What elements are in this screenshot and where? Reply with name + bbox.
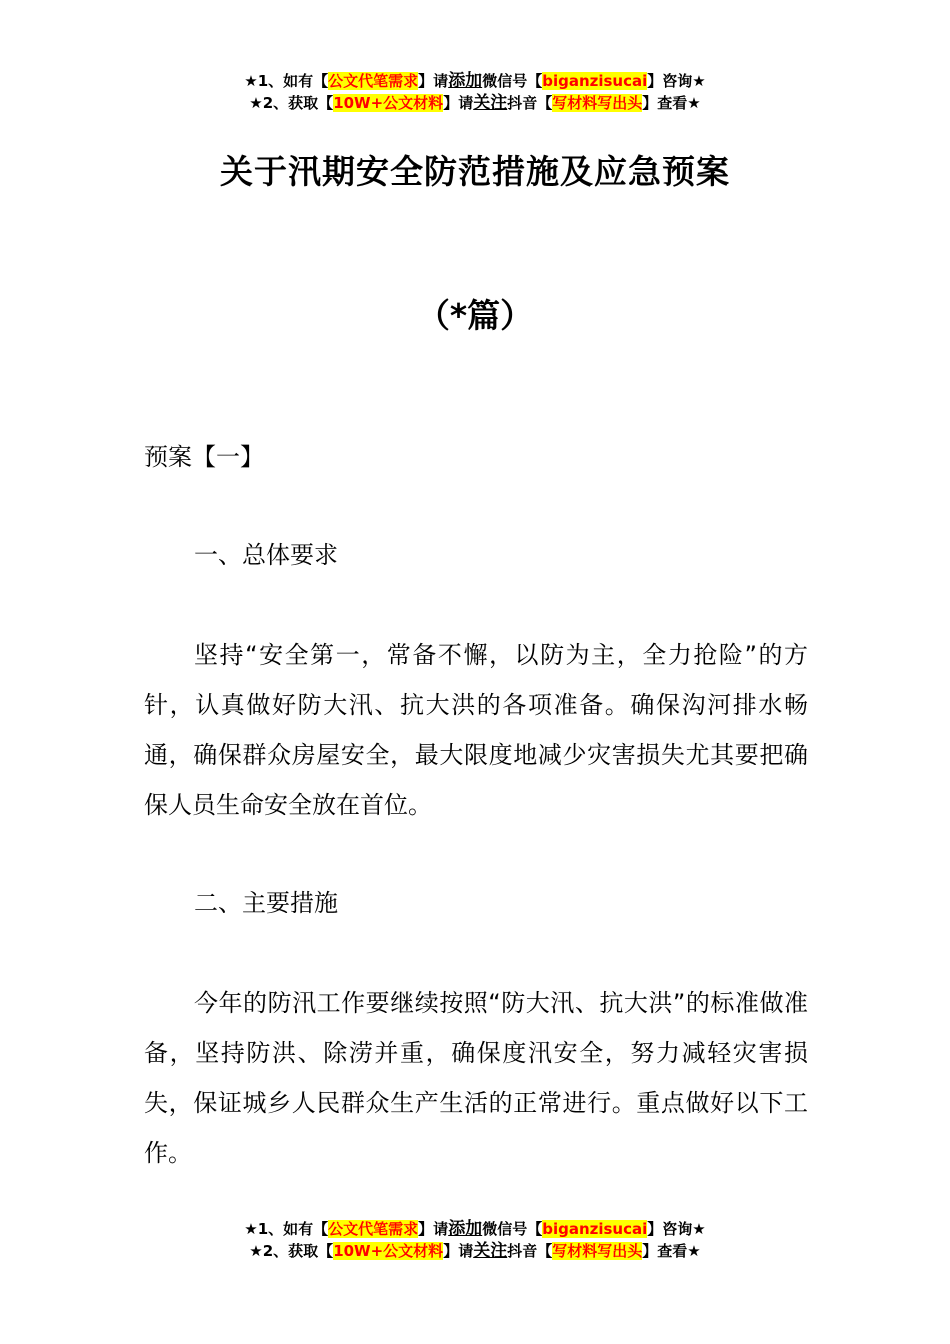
- notice-highlight: 10W+公文材料: [333, 1242, 444, 1260]
- notice-text: 】请: [443, 94, 474, 112]
- notice-line-1: [0, 70, 950, 92]
- notice-text: ★1、如有【: [244, 72, 329, 90]
- section-heading-measures: 二、主要措施: [194, 889, 338, 917]
- footer-notice: [0, 1218, 950, 1262]
- notice-text: 】请: [418, 72, 449, 90]
- notice-text: 】查看★: [642, 94, 701, 112]
- notice-underlined: 添加: [448, 1219, 483, 1239]
- notice-text: 】咨询★: [647, 1220, 706, 1238]
- notice-text: 】咨询★: [647, 72, 706, 90]
- section-heading-general: 一、总体要求: [194, 541, 338, 569]
- notice-highlight: biganzisucai: [542, 72, 648, 90]
- notice-line-1: [0, 1218, 950, 1240]
- notice-text: 】请: [443, 1242, 474, 1260]
- notice-text: 】查看★: [642, 1242, 701, 1260]
- notice-highlight: 写材料写出头: [552, 1242, 643, 1260]
- notice-text: 抖音【: [507, 94, 553, 112]
- paragraph-general: 坚持“安全第一，常备不懈，以防为主，全力抢险”的方针，认真做好防大汛、抗大洪的各项准备。确保沟河排水畅通，确保群众房屋安全，最大限度地减少灾害损失尤其要把确保人员生命安全放在首位。: [144, 641, 808, 819]
- notice-text: 微信号【: [482, 1220, 543, 1238]
- notice-text: ★2、获取【: [249, 1242, 334, 1260]
- notice-highlight: 写材料写出头: [552, 94, 643, 112]
- notice-text: 抖音【: [507, 1242, 553, 1260]
- notice-highlight: biganzisucai: [542, 1220, 648, 1238]
- notice-underlined: 关注: [473, 1241, 508, 1261]
- header-notice: [0, 70, 950, 114]
- document-subtitle: （*篇）: [416, 296, 534, 335]
- notice-line-2: [0, 1240, 950, 1262]
- notice-text: ★2、获取【: [249, 94, 334, 112]
- notice-underlined: 添加: [448, 71, 483, 91]
- notice-highlight: 10W+公文材料: [333, 94, 444, 112]
- paragraph-measures: 今年的防汛工作要继续按照“防大汛、抗大洪”的标准做准备，坚持防洪、除涝并重，确保度汛安全，努力减轻灾害损失，保证城乡人民群众生产生活的正常进行。重点做好以下工作。: [144, 989, 808, 1167]
- notice-text: 】请: [418, 1220, 449, 1238]
- section-label: 预案【一】: [144, 443, 264, 471]
- notice-underlined: 关注: [473, 93, 508, 113]
- notice-highlight: 公文代笔需求: [328, 1220, 419, 1238]
- notice-line-2: [0, 92, 950, 114]
- document-title: 关于汛期安全防范措施及应急预案: [220, 152, 730, 191]
- notice-text: 微信号【: [482, 72, 543, 90]
- notice-text: ★1、如有【: [244, 1220, 329, 1238]
- notice-highlight: 公文代笔需求: [328, 72, 419, 90]
